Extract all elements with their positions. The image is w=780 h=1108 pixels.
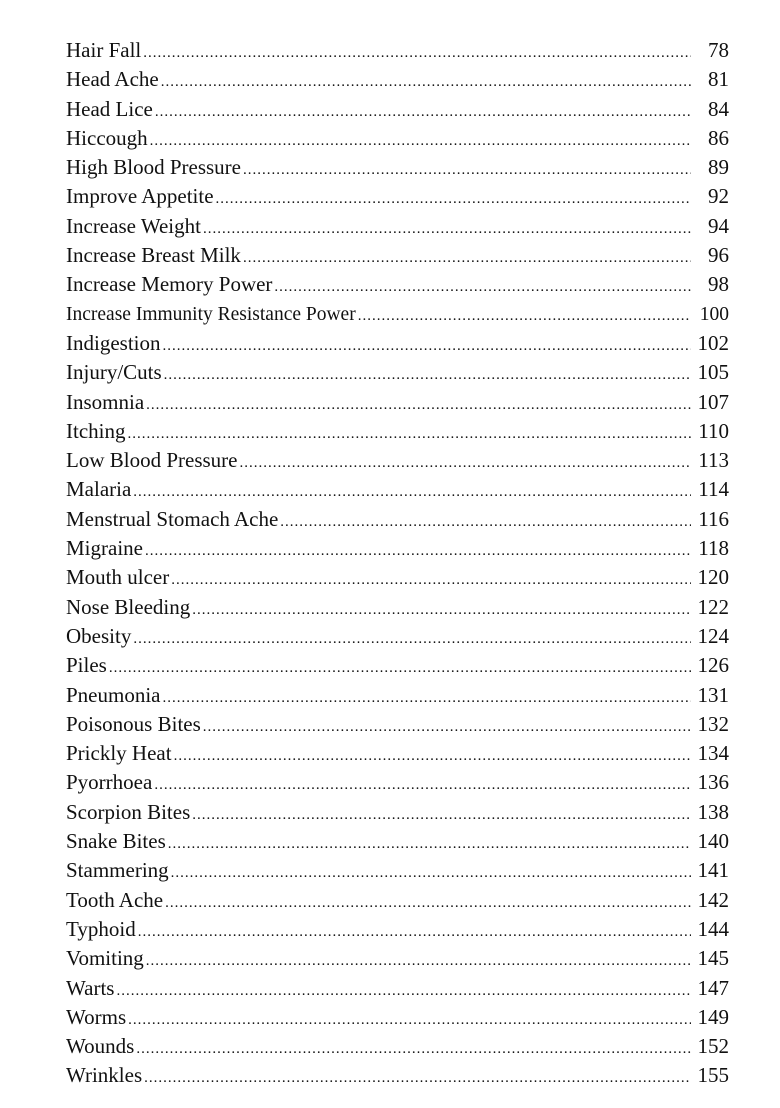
entry-title: Nose Bleeding — [66, 594, 191, 619]
toc-entry — [66, 593, 729, 622]
entry-title: Vomiting — [66, 946, 144, 971]
entry-title: Increase Memory Power — [66, 272, 273, 297]
dot-leader — [274, 280, 691, 295]
entry-page-number: 152 — [697, 1034, 729, 1059]
toc-entry — [66, 886, 729, 915]
dot-leader — [146, 954, 691, 969]
entry-page-number: 86 — [708, 125, 729, 150]
toc-entry — [66, 915, 729, 944]
entry-title: Insomnia — [66, 389, 145, 414]
entry-title: Head Ache — [66, 67, 159, 92]
entry-page-number: 84 — [708, 96, 729, 121]
dot-leader — [171, 573, 691, 588]
entry-title: Malaria — [66, 477, 132, 502]
entry-page-number: 122 — [697, 594, 729, 619]
dot-leader — [116, 984, 691, 999]
entry-page-number: 149 — [697, 1004, 729, 1029]
dot-leader — [143, 46, 691, 61]
entry-page-number: 142 — [697, 887, 729, 912]
toc-entry — [66, 241, 729, 270]
dot-leader — [154, 778, 691, 793]
entry-page-number: 132 — [697, 711, 729, 736]
toc-entry — [66, 534, 729, 563]
dot-leader — [133, 632, 691, 647]
toc-entry — [66, 1061, 729, 1090]
entry-page-number: 105 — [697, 360, 729, 385]
entry-page-number: 81 — [708, 67, 729, 92]
toc-entry — [66, 856, 729, 885]
entry-page-number: 120 — [697, 565, 729, 590]
entry-title: Obesity — [66, 623, 132, 648]
entry-title: Typhoid — [66, 916, 136, 941]
entry-title: Increase Weight — [66, 213, 201, 238]
entry-title: Mouth ulcer — [66, 565, 170, 590]
entry-page-number: 92 — [708, 184, 729, 209]
dot-leader — [163, 339, 692, 354]
dot-leader — [171, 866, 691, 881]
dot-leader — [192, 603, 691, 618]
toc-entry — [66, 124, 729, 153]
toc-entry — [66, 505, 729, 534]
dot-leader — [203, 720, 691, 735]
dot-leader — [144, 1071, 691, 1086]
toc-entry — [66, 681, 729, 710]
toc-entry — [66, 182, 729, 211]
entry-title: Warts — [66, 975, 115, 1000]
entry-page-number: 96 — [708, 243, 729, 268]
dot-leader — [136, 1042, 691, 1057]
toc-entry — [66, 739, 729, 768]
toc-entry — [66, 388, 729, 417]
toc-entry — [66, 622, 729, 651]
dot-leader — [174, 749, 691, 764]
toc-entry — [66, 329, 729, 358]
entry-page-number: 116 — [698, 506, 729, 531]
entry-title: Increase Immunity Resistance Power — [66, 303, 356, 325]
dot-leader — [280, 515, 691, 530]
toc-entry — [66, 651, 729, 680]
toc-entry — [66, 212, 729, 241]
entry-page-number: 134 — [697, 741, 729, 766]
toc-entry — [66, 710, 729, 739]
toc-entry — [66, 1003, 729, 1032]
entry-page-number: 136 — [697, 770, 729, 795]
toc-entry — [66, 358, 729, 387]
toc-entry — [66, 974, 729, 1003]
entry-page-number: 102 — [697, 330, 729, 355]
entry-title: Wounds — [66, 1034, 135, 1059]
entry-page-number: 110 — [698, 418, 729, 443]
entry-page-number: 118 — [698, 536, 729, 561]
entry-page-number: 107 — [697, 389, 729, 414]
entry-page-number: 89 — [708, 155, 729, 180]
dot-leader — [165, 896, 691, 911]
dot-leader — [138, 925, 691, 940]
entry-page-number: 124 — [697, 623, 729, 648]
entry-title: Increase Breast Milk — [66, 243, 241, 268]
dot-leader — [146, 398, 691, 413]
dot-leader — [127, 427, 691, 442]
toc-entry — [66, 563, 729, 592]
table-of-contents — [66, 36, 729, 1091]
entry-title: Hair Fall — [66, 38, 142, 62]
dot-leader — [216, 192, 691, 207]
dot-leader — [240, 456, 692, 471]
dot-leader — [243, 163, 691, 178]
entry-title: Head Lice — [66, 96, 153, 121]
toc-entry — [66, 768, 729, 797]
dot-leader — [128, 1013, 691, 1028]
dot-leader — [168, 837, 691, 852]
dot-leader — [192, 808, 691, 823]
toc-entry — [66, 944, 729, 973]
dot-leader — [150, 134, 691, 149]
toc-entry — [66, 300, 729, 329]
entry-title: Pyorrhoea — [66, 770, 153, 795]
entry-title: Stammering — [66, 858, 169, 883]
entry-title: Migraine — [66, 536, 143, 561]
dot-leader — [155, 105, 691, 120]
dot-leader — [164, 368, 691, 383]
toc-entry — [66, 798, 729, 827]
entry-title: Menstrual Stomach Ache — [66, 506, 279, 531]
dot-leader — [243, 251, 691, 266]
entry-page-number: 94 — [708, 213, 729, 238]
entry-title: Improve Appetite — [66, 184, 214, 209]
entry-title: Pneumonia — [66, 682, 161, 707]
entry-title: Itching — [66, 418, 126, 443]
entry-title: Worms — [66, 1004, 127, 1029]
entry-page-number: 113 — [698, 448, 729, 473]
entry-title: High Blood Pressure — [66, 155, 241, 180]
toc-entry — [66, 95, 729, 124]
entry-page-number: 141 — [697, 858, 729, 883]
entry-title: Low Blood Pressure — [66, 448, 238, 473]
entry-page-number: 155 — [697, 1063, 729, 1088]
entry-page-number: 98 — [708, 272, 729, 297]
entry-page-number: 145 — [697, 946, 729, 971]
toc-entry — [66, 446, 729, 475]
entry-title: Tooth Ache — [66, 887, 164, 912]
dot-leader — [203, 222, 691, 237]
entry-page-number: 140 — [697, 829, 729, 854]
entry-title: Poisonous Bites — [66, 711, 201, 736]
entry-page-number: 126 — [697, 653, 729, 678]
entry-title: Hiccough — [66, 125, 148, 150]
entry-page-number: 138 — [697, 799, 729, 824]
entry-page-number: 131 — [697, 682, 729, 707]
entry-page-number: 144 — [697, 916, 729, 941]
dot-leader — [133, 485, 691, 500]
entry-page-number: 78 — [708, 38, 729, 62]
dot-leader — [109, 661, 691, 676]
entry-title: Indigestion — [66, 330, 161, 355]
dot-leader — [163, 691, 692, 706]
entry-page-number: 100 — [699, 303, 729, 325]
entry-title: Snake Bites — [66, 829, 166, 854]
toc-entry — [66, 475, 729, 504]
entry-page-number: 114 — [698, 477, 729, 502]
entry-title: Scorpion Bites — [66, 799, 191, 824]
toc-entry — [66, 827, 729, 856]
toc-entry — [66, 36, 729, 65]
entry-title: Wrinkles — [66, 1063, 143, 1088]
entry-title: Injury/Cuts — [66, 360, 162, 385]
dot-leader — [145, 544, 691, 559]
toc-entry — [66, 1032, 729, 1061]
toc-entry — [66, 417, 729, 446]
entry-title: Piles — [66, 653, 107, 678]
dot-leader — [161, 75, 691, 90]
toc-entry — [66, 153, 729, 182]
toc-entry — [66, 65, 729, 94]
dot-leader — [358, 309, 691, 324]
entry-page-number: 147 — [697, 975, 729, 1000]
entry-title: Prickly Heat — [66, 741, 172, 766]
toc-entry — [66, 270, 729, 299]
